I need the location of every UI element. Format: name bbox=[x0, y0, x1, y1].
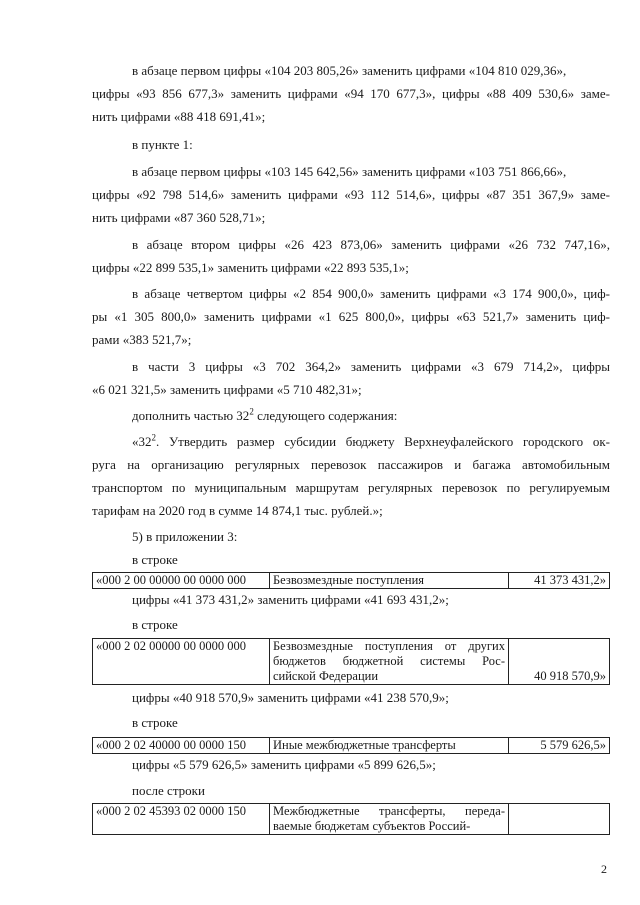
text-span: следующего содержания: bbox=[257, 408, 398, 423]
code-cell: «000 2 02 40000 00 0000 150 bbox=[93, 738, 270, 754]
paragraph-line: цифры «93 856 677,3» заменить цифрами «94 170 677,3», цифры «88 409 530,6» заме- bbox=[92, 86, 610, 101]
paragraph-line: в строке bbox=[132, 552, 178, 567]
value-cell: 5 579 626,5» bbox=[509, 738, 610, 754]
page-number: 2 bbox=[601, 862, 607, 876]
paragraph-line: нить цифрами «87 360 528,71»; bbox=[92, 210, 266, 225]
paragraph-line: в абзаце первом цифры «103 145 642,56» заменить цифрами «103 751 866,66», bbox=[132, 164, 567, 179]
table-row bbox=[93, 639, 610, 685]
paragraph-line: цифры «92 798 514,6» заменить цифрами «93 112 514,6», цифры «87 351 367,9» заме- bbox=[92, 187, 610, 202]
value-cell bbox=[509, 804, 610, 835]
paragraph-line bbox=[132, 434, 610, 450]
paragraph-line: в пункте 1: bbox=[132, 137, 193, 152]
paragraph-line: после строки bbox=[132, 783, 205, 798]
name-cell: Иные межбюджетные трансферты bbox=[270, 738, 509, 754]
code-cell: «000 2 02 00000 00 0000 000 bbox=[93, 639, 270, 685]
superscript: 2 bbox=[151, 432, 156, 443]
paragraph-line: в строке bbox=[132, 617, 178, 632]
paragraph-line: в абзаце втором цифры «26 423 873,06» заменить цифрами «26 732 747,16», bbox=[132, 237, 610, 252]
paragraph-line: в абзаце первом цифры «104 203 805,26» заменить цифрами «104 810 029,36», bbox=[132, 63, 567, 78]
paragraph-line: транспортом по муниципальным маршрутам регулярных перевозок по регулируемым bbox=[92, 480, 610, 495]
amendment-table bbox=[92, 638, 610, 685]
amendment-table bbox=[92, 803, 610, 835]
paragraph-line: ры «1 305 800,0» заменить цифрами «1 625 800,0», цифры «63 521,7» заменить циф- bbox=[92, 309, 610, 324]
paragraph-line: в абзаце четвертом цифры «2 854 900,0» заменить цифрами «3 174 900,0», циф- bbox=[132, 286, 610, 301]
paragraph-line: нить цифрами «88 418 691,41»; bbox=[92, 109, 266, 124]
paragraph-line: цифры «40 918 570,9» заменить цифрами «41 238 570,9»; bbox=[132, 690, 449, 705]
paragraph-line bbox=[132, 408, 610, 424]
paragraph-line: «6 021 321,5» заменить цифрами «5 710 482,31»; bbox=[92, 382, 362, 397]
paragraph-line: цифры «22 899 535,1» заменить цифрами «22 893 535,1»; bbox=[92, 260, 409, 275]
paragraph-line: в части 3 цифры «3 702 364,2» заменить цифрами «3 679 714,2», цифры bbox=[132, 359, 610, 374]
paragraph-line: тарифам на 2020 год в сумме 14 874,1 тыс. рублей.»; bbox=[92, 503, 383, 518]
paragraph-line: 5) в приложении 3: bbox=[132, 529, 238, 544]
name-cell: Безвозмездные поступления bbox=[270, 573, 509, 589]
name-cell: Межбюджетные трансферты, переда- ваемые бюджетам субъектов Россий- bbox=[270, 804, 509, 835]
text-span: «32 bbox=[132, 434, 152, 449]
paragraph-line: рами «383 521,7»; bbox=[92, 332, 192, 347]
paragraph-line: цифры «5 579 626,5» заменить цифрами «5 899 626,5»; bbox=[132, 757, 436, 772]
table-row bbox=[93, 804, 610, 835]
amendment-table bbox=[92, 572, 610, 589]
value-cell: 41 373 431,2» bbox=[509, 573, 610, 589]
text-span: дополнить частью 32 bbox=[132, 408, 250, 423]
superscript: 2 bbox=[249, 406, 254, 417]
paragraph-line: руга на организацию регулярных перевозок пассажиров и багажа автомобильным bbox=[92, 457, 610, 472]
amendment-table bbox=[92, 737, 610, 754]
table-row bbox=[93, 573, 610, 589]
table-row bbox=[93, 738, 610, 754]
code-cell: «000 2 02 45393 02 0000 150 bbox=[93, 804, 270, 835]
paragraph-line: в строке bbox=[132, 715, 178, 730]
paragraph-line: цифры «41 373 431,2» заменить цифрами «41 693 431,2»; bbox=[132, 592, 449, 607]
code-cell: «000 2 00 00000 00 0000 000 bbox=[93, 573, 270, 589]
name-cell: Безвозмездные поступления от других бюджетов бюджетной системы Рос- сийской Федерации bbox=[270, 639, 509, 685]
value-cell: 40 918 570,9» bbox=[509, 639, 610, 685]
text-span: . Утвердить размер субсидии бюджету Верхнеуфалейского городского ок- bbox=[156, 434, 610, 449]
